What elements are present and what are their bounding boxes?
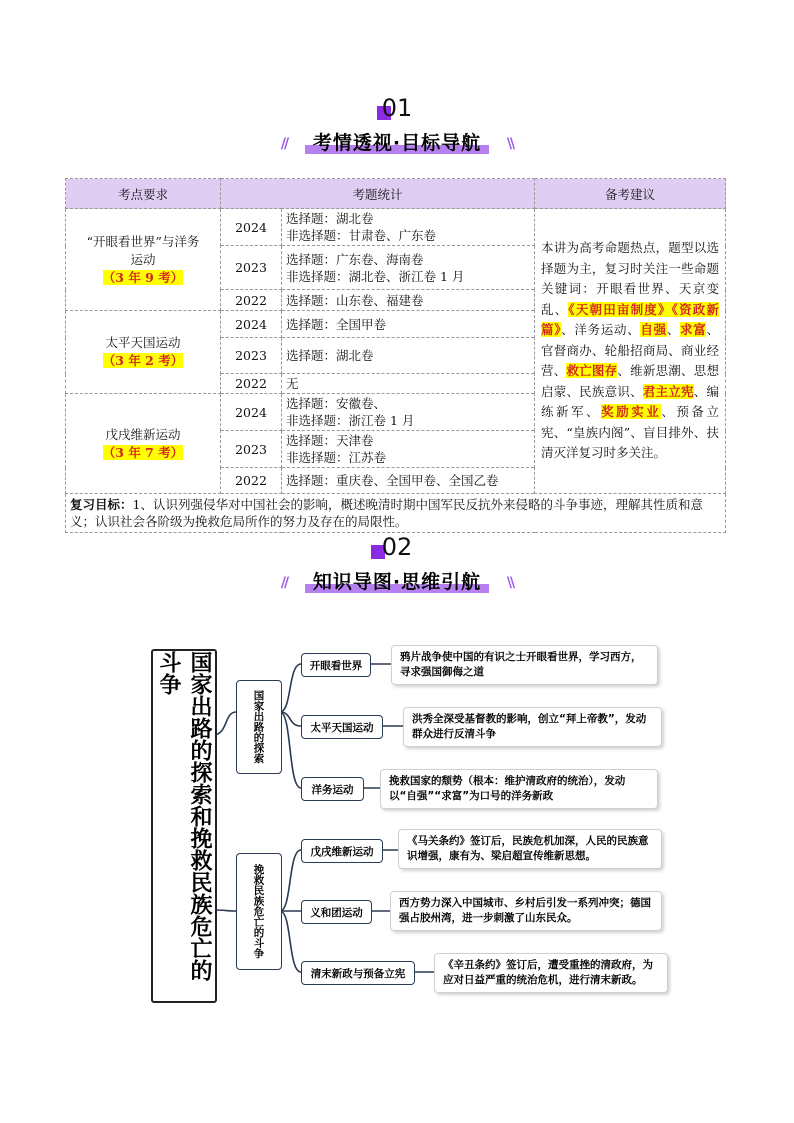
leaf-taiping: 太平天国运动 (301, 715, 383, 739)
keyword-highlight: 救亡图存 (566, 363, 618, 379)
desc-boxer: 西方势力深入中国城市、乡村后引发一系列冲突；德国强占胶州湾，进一步刺激了山东民众。 (390, 891, 662, 931)
keyword-highlight: 君主立宪 (642, 383, 694, 399)
point-count: （3 年 2 考） (102, 353, 184, 368)
leaf-open-eyes: 开眼看世界 (301, 653, 371, 677)
desc-new-policies: 《辛丑条约》签订后，遭受重挫的清政府，为应对日益严重的统治危机，进行清末新政。 (434, 953, 668, 993)
mindmap-root: 国家出路的探索和挽救民族危亡的斗争 (151, 649, 217, 1003)
year-cell: 2024 (221, 394, 282, 431)
header-points: 考点要求 (66, 179, 221, 209)
year-cell: 2022 (221, 374, 282, 394)
year-cell: 2023 (221, 338, 282, 374)
leaf-new-policies: 清末新政与预备立宪 (301, 961, 415, 985)
slash-decoration-left: // (280, 575, 288, 591)
stat-line: 选择题：广东卷、海南卷 (286, 251, 424, 267)
stat-line: 非选择题：甘肃卷、广东卷 (286, 228, 437, 243)
year-cell: 2023 (221, 431, 282, 468)
connector-branch1-leaf3 (280, 712, 301, 788)
section2-title-text: 知识导图·思维引航 (312, 571, 482, 593)
advice-cell: 本讲为高考命题热点，题型以选择题为主，复习时关注一些命题关键词：开眼看世界、天京变乱、《天朝田亩制度》《资政新篇》、洋务运动、自强、求富、官督商办、轮船招商局、商业经营、救亡图存、维新思潮、思想启蒙、民族意识、君主立宪、编练新军、奖励实业、预备立宪、“皇族内阁”、盲目排外、扶清灭洋复习时多关注。 (535, 209, 726, 494)
stat-line: 选择题：湖北卷 (286, 211, 374, 226)
stat-cell: 选择题：湖北卷 (282, 338, 535, 374)
leaf-westernization: 洋务运动 (301, 777, 364, 801)
stat-line: 非选择题：湖北卷、浙江卷 1 月 (286, 268, 465, 284)
stat-cell: 选择题：重庆卷、全国甲卷、全国乙卷 (282, 468, 535, 494)
point-name: 戊戌维新运动 (105, 426, 181, 442)
keyword-highlight: 自强 (640, 322, 667, 338)
point-name: “开眼看世界”与洋务 (86, 233, 200, 249)
point-count: （3 年 7 考） (102, 444, 184, 460)
desc-reform: 《马关条约》签订后，民族危机加深，人民的民族意识增强，康有为、梁启超宣传维新思想。 (398, 829, 662, 869)
header-advice: 备考建议 (535, 179, 726, 209)
stat-line: 非选择题：浙江卷 1 月 (286, 413, 415, 428)
stat-line: 选择题：安徽卷、 (286, 396, 387, 411)
point-name-cont: 运动 (130, 251, 156, 267)
stat-line: 非选择题：江苏卷 (286, 450, 387, 465)
branch-struggle: 挽救民族危亡的斗争 (236, 853, 282, 970)
leaf-reform: 戊戌维新运动 (301, 839, 383, 863)
keyword-highlight: 求富 (680, 322, 707, 338)
branch-exploration: 国家出路的探索 (236, 680, 282, 774)
section2-number: 02 (0, 533, 794, 561)
desc-westernization: 挽救国家的颓势（根本：维护清政府的统治），发动以“自强”“求富”为口号的洋务新政 (380, 769, 658, 809)
keyword-highlight: 《天朝田亩制度》《资政新篇》 (541, 301, 719, 338)
connector-branch1-leaf1 (280, 664, 301, 712)
point-name: 太平天国运动 (105, 335, 181, 350)
year-cell: 2022 (221, 290, 282, 311)
slash-decoration-left: // (280, 136, 288, 152)
slash-decoration-right: \\ (506, 575, 514, 591)
stat-cell: 无 (282, 374, 535, 394)
section1-title-text: 考情透视·目标导航 (312, 132, 482, 154)
year-cell: 2024 (221, 209, 282, 246)
stat-line: 选择题：天津卷 (286, 433, 374, 448)
connector-branch2-leaf1 (280, 850, 301, 911)
header-stats: 考题统计 (221, 179, 535, 209)
year-cell: 2024 (221, 311, 282, 338)
section1-number: 01 (0, 94, 794, 122)
connector-branch2-leaf3 (280, 911, 301, 972)
goal-text: 1、认识列强侵华对中国社会的影响，概述晚清时期中国军民反抗外来侵略的斗争事迹，理解其性质和意义；认识社会各阶级为挽救危局所作的努力及存在的局限性。 (70, 497, 703, 529)
goal-label: 复习目标： (70, 497, 133, 512)
leaf-boxer: 义和团运动 (301, 900, 372, 924)
year-cell: 2022 (221, 468, 282, 494)
desc-open-eyes: 鸦片战争使中国的有识之士开眼看世界，学习西方，寻求强国御侮之道 (391, 645, 658, 685)
stat-cell: 选择题：山东卷、福建卷 (282, 290, 535, 311)
year-cell: 2023 (221, 246, 282, 290)
desc-taiping: 洪秀全深受基督教的影响，创立“拜上帝教”，发动群众进行反清斗争 (403, 707, 662, 747)
point-count: （3 年 9 考） (102, 269, 184, 285)
slash-decoration-right: \\ (506, 136, 514, 152)
keyword-highlight: 奖励实业 (601, 404, 662, 420)
stat-cell: 选择题：全国甲卷 (282, 311, 535, 338)
